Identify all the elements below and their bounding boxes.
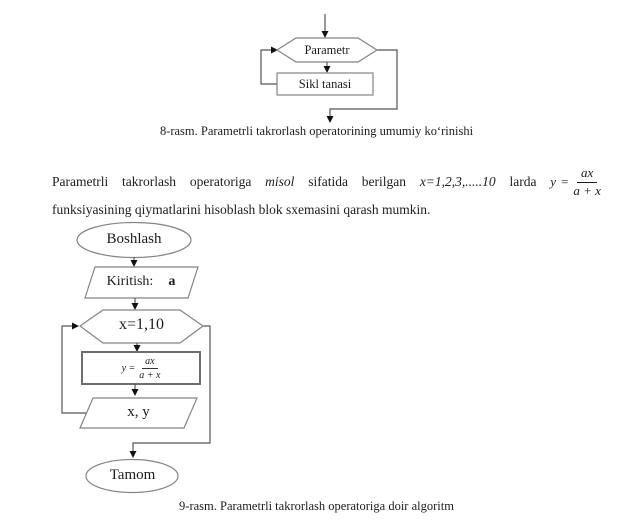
paragraph-word: takrorlash (122, 174, 177, 189)
paragraph-line2: funksiyasining qiymatlarini hisoblash blok sxemasini qarash mumkin. (52, 202, 431, 217)
fig9-exit-line (133, 326, 210, 451)
formula-equals: = (561, 174, 569, 189)
fig8-loop-line (261, 50, 277, 84)
paragraph-word: berilgan (361, 174, 406, 189)
fig9-input-variable: a (168, 274, 176, 289)
figure8-caption: 8-rasm. Parametrli takrorlash operatorining umumiy ko‘rinishi (159, 124, 474, 138)
fig9-input-to-loop-arrowhead-icon (132, 303, 139, 310)
fig8-parameter-label: Parametr (304, 43, 350, 57)
fig9-loop-label: x=1,10 (118, 316, 165, 333)
figure8-flowchart (261, 14, 397, 123)
fig8-hex-to-rect-arrowhead-icon (324, 66, 331, 73)
formula-lhs: y (550, 174, 557, 189)
fig9-process-lhs: y = (121, 362, 136, 374)
fig8-exit-arrowhead-icon (327, 116, 334, 123)
fig9-input-label (85, 274, 197, 290)
fig9-end-label: Tamom (109, 467, 156, 483)
fig9-process-formula (82, 352, 200, 384)
paragraph-word: larda (509, 174, 537, 189)
fig9-process-fraction (139, 356, 160, 381)
fig9-loop-arrowhead-icon (72, 323, 79, 330)
fig9-loop-to-process-arrowhead-icon (134, 345, 141, 352)
formula-fraction (573, 166, 601, 199)
fig9-input-label-text: Kiritish: (106, 274, 154, 289)
fig8-loop-body-label: Sikl tanasi (298, 77, 352, 91)
fig9-start-to-input-arrowhead-icon (131, 260, 138, 267)
fig9-process-denominator: a + x (139, 369, 161, 381)
formula-numerator: ax (577, 166, 597, 183)
paragraph-sequence-italic: x=1,2,3,.....10 (419, 174, 496, 189)
fig9-exit-arrowhead-icon (130, 451, 137, 458)
formula-denominator: a + x (573, 182, 601, 198)
fig9-process-to-output-arrowhead-icon (132, 389, 139, 396)
fig9-output-label: x, y (127, 404, 150, 420)
fig8-entry-arrowhead-icon (322, 31, 329, 38)
paragraph-word: operatoriga (189, 174, 252, 189)
paragraph-word: Parametrli (52, 174, 109, 189)
inline-formula (550, 166, 601, 199)
paragraph-line1 (52, 160, 601, 204)
paragraph-word-italic: misol (265, 174, 295, 189)
figure9-caption: 9-rasm. Parametrli takrorlash operatoriga doir algoritm (179, 499, 454, 513)
fig9-process-numerator: ax (142, 356, 157, 369)
fig9-start-label: Boshlash (106, 231, 162, 247)
paragraph-word: sifatida (308, 174, 348, 189)
